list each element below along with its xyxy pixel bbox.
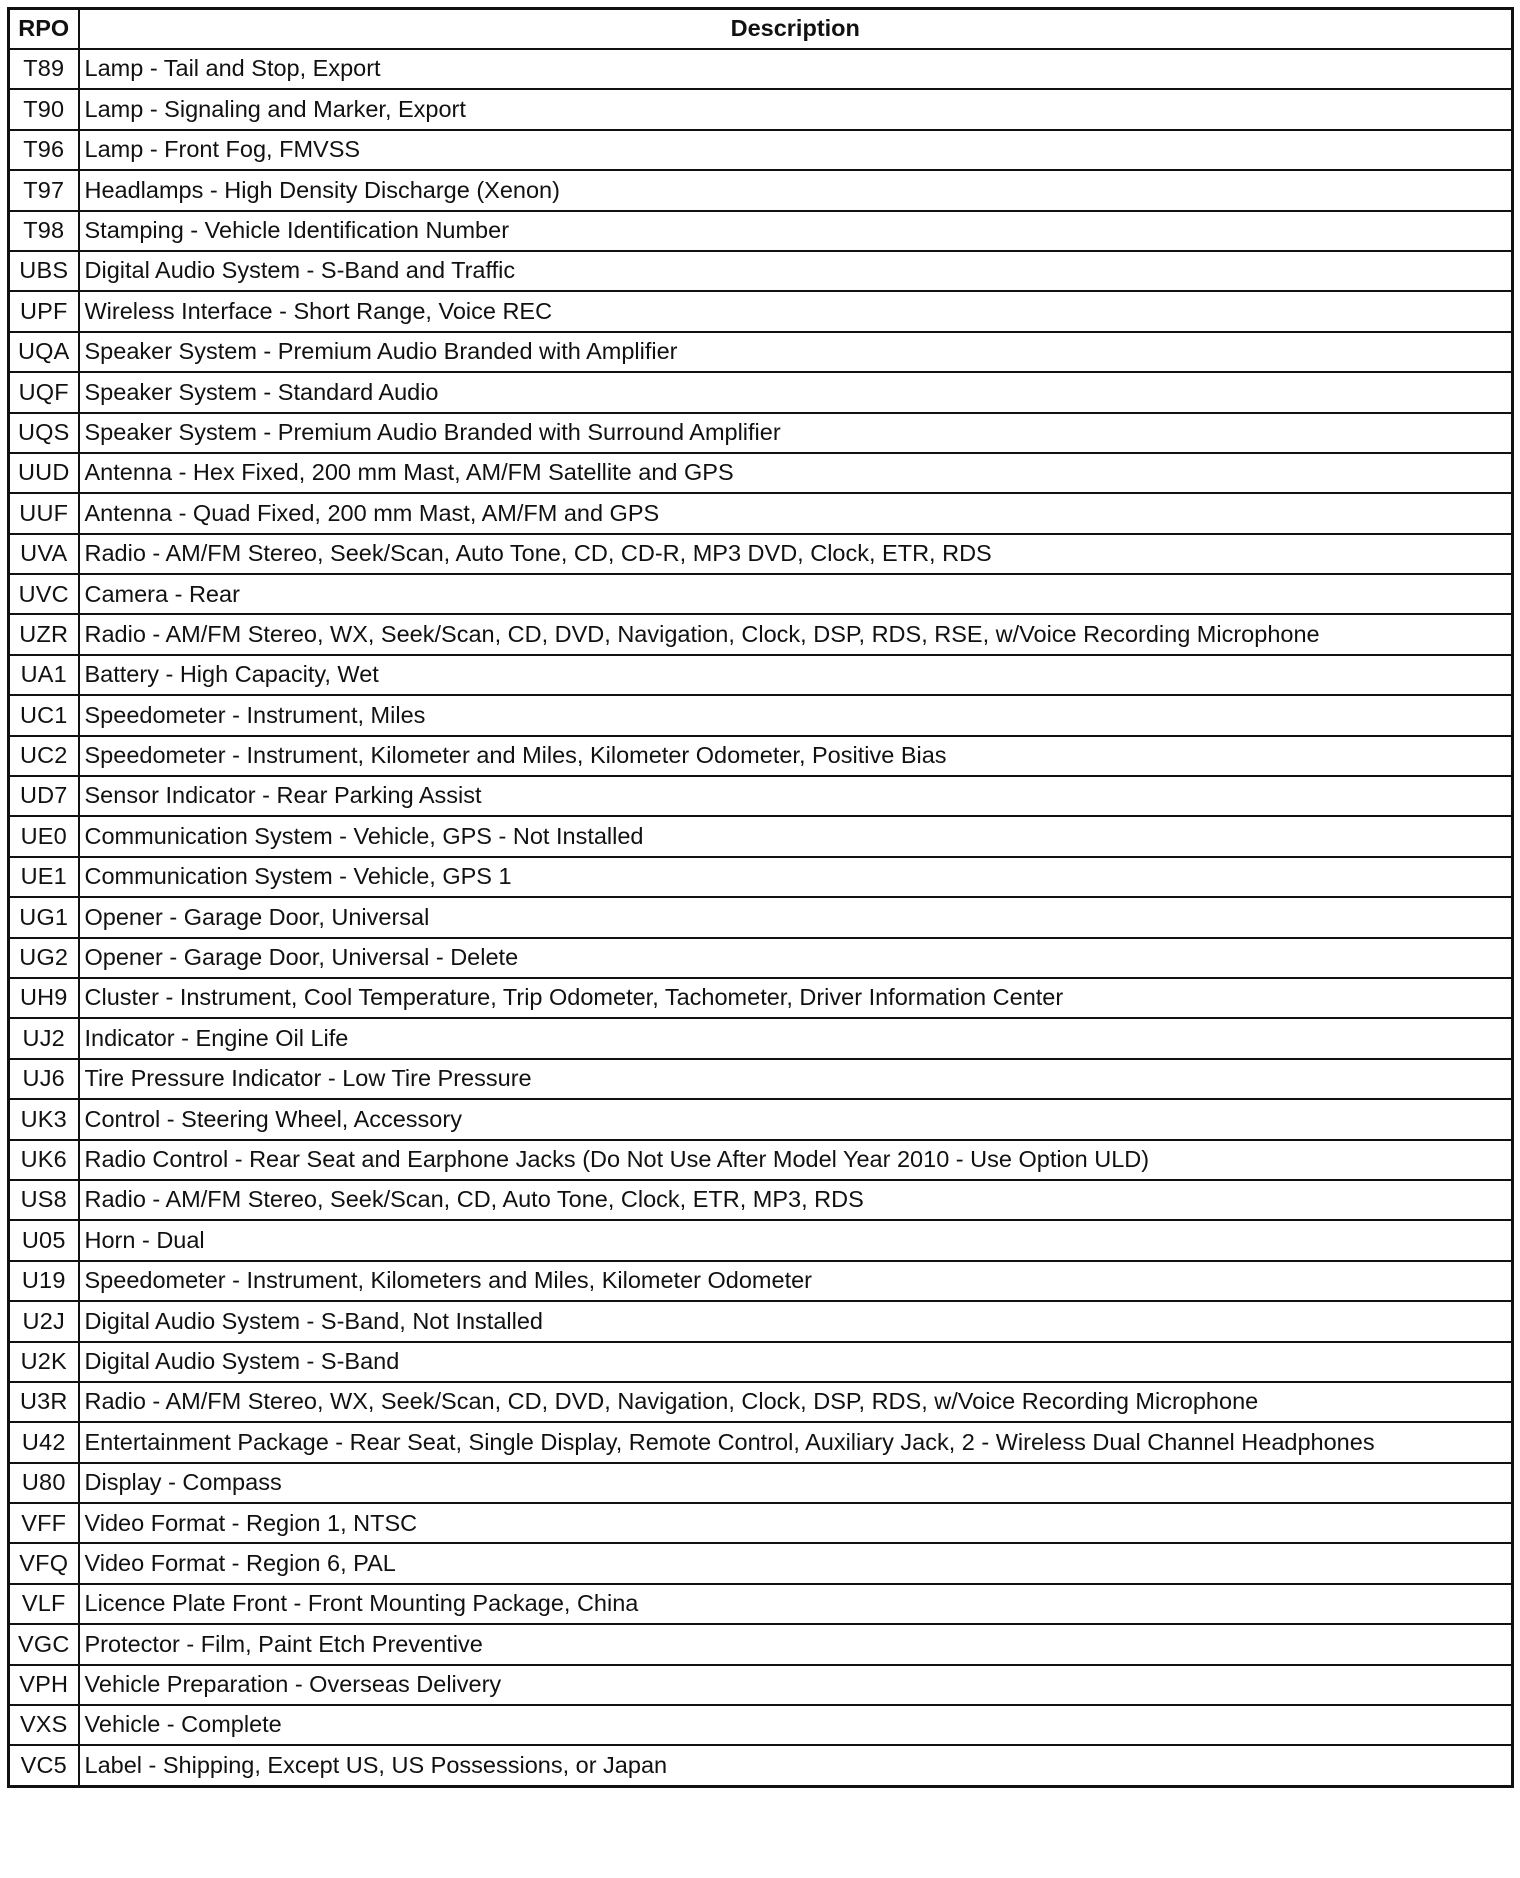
table-row [9, 413, 1513, 453]
table-row [9, 1665, 1513, 1705]
table-row [9, 332, 1513, 372]
table-row [9, 211, 1513, 251]
rpo-code-cell: UJ2 [9, 1018, 79, 1058]
table-row [9, 1543, 1513, 1583]
description-cell: Opener - Garage Door, Universal - Delete [79, 938, 1513, 978]
rpo-code-cell: UD7 [9, 776, 79, 816]
description-cell: Digital Audio System - S-Band and Traffic [79, 251, 1513, 291]
description-cell: Wireless Interface - Short Range, Voice REC [79, 291, 1513, 331]
rpo-code-cell: UC2 [9, 736, 79, 776]
description-cell: Communication System - Vehicle, GPS - Not Installed [79, 816, 1513, 856]
description-cell: Tire Pressure Indicator - Low Tire Pressure [79, 1059, 1513, 1099]
description-cell: Radio - AM/FM Stereo, WX, Seek/Scan, CD, DVD, Navigation, Clock, DSP, RDS, RSE, w/Voice Recording Microphone [79, 614, 1513, 654]
rpo-code-cell: UUF [9, 493, 79, 533]
rpo-code-cell: UK6 [9, 1140, 79, 1180]
description-cell: Lamp - Front Fog, FMVSS [79, 130, 1513, 170]
table-row [9, 574, 1513, 614]
description-cell: Digital Audio System - S-Band [79, 1342, 1513, 1382]
description-cell: Radio - AM/FM Stereo, Seek/Scan, CD, Auto Tone, Clock, ETR, MP3, RDS [79, 1180, 1513, 1220]
table-row [9, 251, 1513, 291]
table-row [9, 655, 1513, 695]
table-row [9, 493, 1513, 533]
table-body [9, 49, 1513, 1786]
description-cell: Antenna - Hex Fixed, 200 mm Mast, AM/FM Satellite and GPS [79, 453, 1513, 493]
rpo-code-cell: U2J [9, 1301, 79, 1341]
description-cell: Speedometer - Instrument, Kilometer and Miles, Kilometer Odometer, Positive Bias [79, 736, 1513, 776]
rpo-code-cell: VGC [9, 1624, 79, 1664]
description-cell: Lamp - Signaling and Marker, Export [79, 89, 1513, 129]
table-row [9, 1018, 1513, 1058]
rpo-code-cell: UG1 [9, 897, 79, 937]
rpo-code-cell: T90 [9, 89, 79, 129]
table-row [9, 1745, 1513, 1786]
table-row [9, 614, 1513, 654]
rpo-code-cell: T96 [9, 130, 79, 170]
description-cell: Entertainment Package - Rear Seat, Single Display, Remote Control, Auxiliary Jack, 2 - Wireless Dual Channel Headphones [79, 1422, 1513, 1462]
description-cell: Protector - Film, Paint Etch Preventive [79, 1624, 1513, 1664]
description-cell: Radio Control - Rear Seat and Earphone Jacks (Do Not Use After Model Year 2010 - Use Option ULD) [79, 1140, 1513, 1180]
description-cell: Vehicle - Complete [79, 1705, 1513, 1745]
description-cell: Video Format - Region 1, NTSC [79, 1503, 1513, 1543]
table-row [9, 49, 1513, 89]
description-cell: Camera - Rear [79, 574, 1513, 614]
table-row [9, 534, 1513, 574]
table-row [9, 1503, 1513, 1543]
table-row [9, 170, 1513, 210]
rpo-code-cell: UPF [9, 291, 79, 331]
rpo-code-cell: U80 [9, 1463, 79, 1503]
description-cell: Control - Steering Wheel, Accessory [79, 1099, 1513, 1139]
table-row [9, 897, 1513, 937]
table-row [9, 1422, 1513, 1462]
description-cell: Communication System - Vehicle, GPS 1 [79, 857, 1513, 897]
rpo-code-cell: VC5 [9, 1745, 79, 1786]
rpo-code-cell: VLF [9, 1584, 79, 1624]
description-cell: Digital Audio System - S-Band, Not Installed [79, 1301, 1513, 1341]
description-cell: Radio - AM/FM Stereo, Seek/Scan, Auto Tone, CD, CD-R, MP3 DVD, Clock, ETR, RDS [79, 534, 1513, 574]
rpo-table [7, 7, 1514, 1788]
description-cell: Headlamps - High Density Discharge (Xenon) [79, 170, 1513, 210]
table-row [9, 1059, 1513, 1099]
rpo-code-cell: UK3 [9, 1099, 79, 1139]
rpo-code-cell: UQA [9, 332, 79, 372]
table-row [9, 89, 1513, 129]
table-row [9, 1301, 1513, 1341]
rpo-code-cell: UVC [9, 574, 79, 614]
description-cell: Stamping - Vehicle Identification Number [79, 211, 1513, 251]
table-row [9, 372, 1513, 412]
rpo-code-cell: T97 [9, 170, 79, 210]
table-row [9, 1382, 1513, 1422]
table-row [9, 938, 1513, 978]
table-row [9, 1140, 1513, 1180]
table-row [9, 1463, 1513, 1503]
table-row [9, 1180, 1513, 1220]
table-row [9, 1624, 1513, 1664]
description-cell: Radio - AM/FM Stereo, WX, Seek/Scan, CD, DVD, Navigation, Clock, DSP, RDS, w/Voice Recording Microphone [79, 1382, 1513, 1422]
rpo-code-cell: U05 [9, 1220, 79, 1260]
rpo-code-cell: VXS [9, 1705, 79, 1745]
table-row [9, 291, 1513, 331]
rpo-code-cell: T98 [9, 211, 79, 251]
description-cell: Cluster - Instrument, Cool Temperature, Trip Odometer, Tachometer, Driver Information Center [79, 978, 1513, 1018]
table-row [9, 1099, 1513, 1139]
table-row [9, 1705, 1513, 1745]
rpo-code-cell: U19 [9, 1261, 79, 1301]
rpo-code-cell: UQS [9, 413, 79, 453]
rpo-code-cell: U42 [9, 1422, 79, 1462]
rpo-code-cell: UC1 [9, 695, 79, 735]
description-cell: Horn - Dual [79, 1220, 1513, 1260]
table-row [9, 453, 1513, 493]
description-cell: Speaker System - Premium Audio Branded with Surround Amplifier [79, 413, 1513, 453]
rpo-code-cell: VFQ [9, 1543, 79, 1583]
table-row [9, 695, 1513, 735]
description-cell: Sensor Indicator - Rear Parking Assist [79, 776, 1513, 816]
rpo-code-cell: VFF [9, 1503, 79, 1543]
rpo-code-cell: U2K [9, 1342, 79, 1382]
description-cell: Speedometer - Instrument, Kilometers and Miles, Kilometer Odometer [79, 1261, 1513, 1301]
rpo-code-cell: UA1 [9, 655, 79, 695]
table-row [9, 1584, 1513, 1624]
description-cell: Antenna - Quad Fixed, 200 mm Mast, AM/FM and GPS [79, 493, 1513, 533]
rpo-table-container [7, 7, 1511, 1788]
description-cell: Vehicle Preparation - Overseas Delivery [79, 1665, 1513, 1705]
rpo-code-cell: US8 [9, 1180, 79, 1220]
rpo-code-cell: UBS [9, 251, 79, 291]
header-row [9, 9, 1513, 50]
description-cell: Indicator - Engine Oil Life [79, 1018, 1513, 1058]
table-row [9, 978, 1513, 1018]
rpo-code-cell: UH9 [9, 978, 79, 1018]
rpo-code-cell: UZR [9, 614, 79, 654]
table-row [9, 1220, 1513, 1260]
description-cell: Licence Plate Front - Front Mounting Package, China [79, 1584, 1513, 1624]
description-cell: Video Format - Region 6, PAL [79, 1543, 1513, 1583]
table-row [9, 130, 1513, 170]
table-row [9, 857, 1513, 897]
description-cell: Speaker System - Standard Audio [79, 372, 1513, 412]
rpo-code-cell: T89 [9, 49, 79, 89]
table-row [9, 1342, 1513, 1382]
description-cell: Battery - High Capacity, Wet [79, 655, 1513, 695]
description-cell: Speedometer - Instrument, Miles [79, 695, 1513, 735]
description-cell: Lamp - Tail and Stop, Export [79, 49, 1513, 89]
rpo-code-cell: UJ6 [9, 1059, 79, 1099]
table-row [9, 776, 1513, 816]
rpo-code-cell: VPH [9, 1665, 79, 1705]
description-cell: Opener - Garage Door, Universal [79, 897, 1513, 937]
rpo-code-cell: UVA [9, 534, 79, 574]
column-header-description: Description [79, 9, 1513, 50]
rpo-code-cell: UQF [9, 372, 79, 412]
rpo-code-cell: UG2 [9, 938, 79, 978]
description-cell: Display - Compass [79, 1463, 1513, 1503]
table-row [9, 736, 1513, 776]
column-header-rpo: RPO [9, 9, 79, 50]
table-row [9, 1261, 1513, 1301]
description-cell: Label - Shipping, Except US, US Possessions, or Japan [79, 1745, 1513, 1786]
rpo-code-cell: U3R [9, 1382, 79, 1422]
table-row [9, 816, 1513, 856]
description-cell: Speaker System - Premium Audio Branded with Amplifier [79, 332, 1513, 372]
rpo-code-cell: UE1 [9, 857, 79, 897]
rpo-code-cell: UE0 [9, 816, 79, 856]
rpo-code-cell: UUD [9, 453, 79, 493]
table-header [9, 9, 1513, 50]
